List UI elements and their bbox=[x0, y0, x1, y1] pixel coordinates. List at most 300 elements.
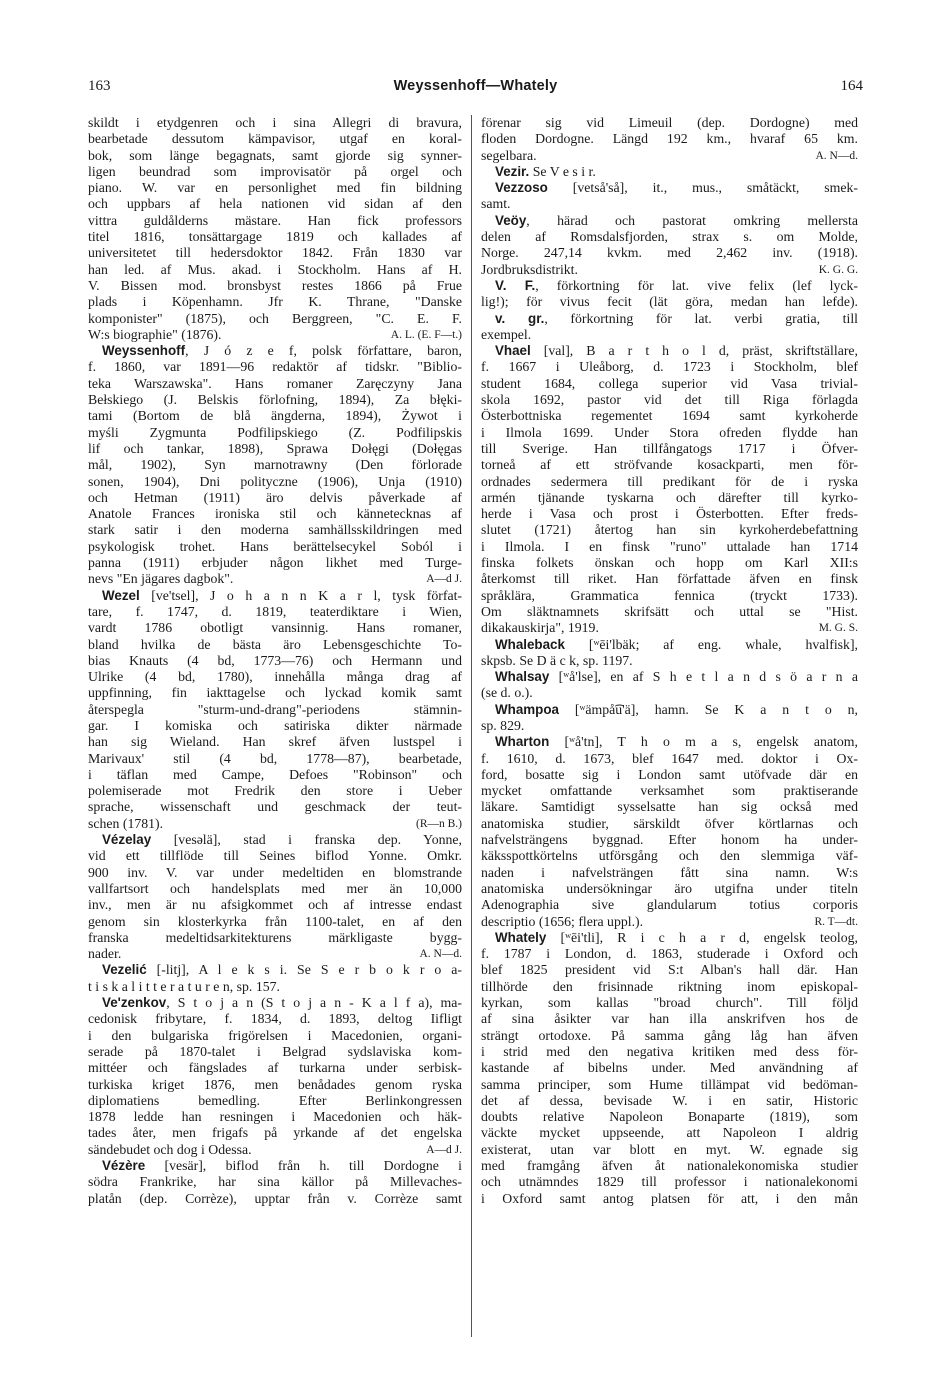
text-line bbox=[88, 702, 462, 718]
line-text: torneå af ett ströfvande kosackparti, men för- bbox=[481, 457, 858, 473]
line-text: han led. af Mus. akad. i Stockholm. Hans af H. bbox=[88, 261, 462, 277]
line-text: samt. bbox=[481, 196, 511, 212]
entry-headword: Veöy bbox=[495, 212, 527, 228]
line-text: och utnämndes 1829 till professor i nationalekonomi bbox=[481, 1174, 858, 1190]
line-text: [vesəlä], stad i franska dep. Yonne, bbox=[151, 832, 462, 848]
author-signature: K. G. G. bbox=[818, 263, 858, 276]
line-text: i strid med den negativa kritiken med dess för- bbox=[481, 1043, 858, 1059]
entry-headword-line bbox=[481, 164, 858, 180]
line-text: , förkortning för lat. verbi gratia, till bbox=[544, 310, 858, 326]
text-line bbox=[88, 816, 462, 832]
line-text: , S t o j a n (S t o j a n - K a l f a), ma- bbox=[166, 995, 462, 1011]
line-text: i Ilmola. I en finsk "runo" uttalade han 1714 bbox=[481, 538, 858, 554]
line-text: till Sverige. Han tillfångatogs 1717 i Öfver- bbox=[481, 440, 858, 456]
text-line bbox=[88, 1109, 462, 1125]
author-signature: R. T—dt. bbox=[814, 915, 858, 928]
text-line bbox=[481, 245, 858, 261]
text-line bbox=[481, 262, 858, 278]
line-text: han sig Wieland. Han skref äfven lustspel i bbox=[88, 734, 462, 750]
text-line bbox=[481, 1109, 858, 1125]
line-text: i den bulgariska frigörelsen i Macedonien, organi- bbox=[88, 1027, 462, 1043]
text-line bbox=[481, 522, 858, 538]
text-line bbox=[481, 946, 858, 962]
line-text: Om släktnamnets skrifsätt och uttal se "Hist. bbox=[481, 603, 858, 619]
line-text: dikakauskirja", 1919. bbox=[481, 620, 599, 636]
text-line bbox=[88, 1011, 462, 1027]
line-text: i Ilmola 1699. Under Stora ofreden flydde han bbox=[481, 424, 858, 440]
line-text: Norge. 247,14 kvkm. med 2,462 inv. (1918). bbox=[481, 245, 858, 261]
line-text: [vetså'så], it., mus., småtäckt, smek- bbox=[547, 180, 858, 196]
line-text: nevs "En jägares dagbok". bbox=[88, 571, 234, 587]
entry-headword: Vézelay bbox=[102, 832, 152, 848]
line-text: vid ett tillflöde till Seines biflod Yonne. Omkr. bbox=[88, 848, 462, 864]
entry-headword: Whately bbox=[495, 929, 547, 945]
entry-headword: Whampoa bbox=[495, 701, 559, 717]
page-number-left: 163 bbox=[88, 78, 111, 94]
entry-headword-line bbox=[481, 180, 858, 196]
text-line bbox=[481, 441, 858, 457]
entry-headword-line bbox=[88, 1158, 462, 1174]
text-line bbox=[88, 376, 462, 392]
entry-headword: Ve'zenkov bbox=[102, 995, 167, 1011]
line-text: ordnades sedermera till predikant för de i ryska bbox=[481, 473, 858, 489]
text-line bbox=[88, 457, 462, 473]
entry-headword-line bbox=[481, 734, 858, 750]
line-text: universitetet till hedersdoktor 1842. Från 1830 var bbox=[88, 245, 462, 261]
page-header bbox=[88, 78, 863, 100]
text-line bbox=[481, 506, 858, 522]
text-line bbox=[88, 718, 462, 734]
line-text: lif och tankar, 1898), Sprawa Dołęgi (Dołęgas bbox=[88, 440, 462, 456]
text-line bbox=[88, 897, 462, 913]
text-line bbox=[481, 718, 858, 734]
line-text: det af dessa, bevisade W. i en satir, Historic bbox=[481, 1092, 858, 1108]
line-text: serade på 1870-talet i Belgrad sydslaviska kom- bbox=[88, 1043, 462, 1059]
line-text: polemiserade mot Fredrik den store i Ueber bbox=[88, 783, 462, 799]
entry-headword-line bbox=[481, 702, 858, 718]
line-text: vittra guldålderns mästare. Han fick professors bbox=[88, 212, 462, 228]
text-line bbox=[88, 278, 462, 294]
text-line bbox=[88, 1028, 462, 1044]
line-text: sprache, wissenschaft und geschmack der teut- bbox=[88, 799, 462, 815]
text-line bbox=[481, 1028, 858, 1044]
line-text: piano. W. var en personlighet med fin bildning bbox=[88, 180, 462, 196]
line-text: [ʷēi'lbäk; af eng. whale, hvalfisk], bbox=[564, 636, 858, 652]
text-line bbox=[88, 115, 462, 131]
line-text: student 1684, collega superior vid Vasa trivial- bbox=[481, 375, 858, 391]
line-text: Österbottniska regementet 1694 samt kyrkoherde bbox=[481, 408, 858, 424]
text-line bbox=[88, 506, 462, 522]
text-line bbox=[481, 1158, 858, 1174]
text-line bbox=[88, 1191, 462, 1207]
line-text: armén tjänande tyskarna och därefter till kyrko- bbox=[481, 489, 858, 505]
line-text: V. Bissen mod. bronsbyst restes 1866 på Frue bbox=[88, 277, 462, 293]
line-text: Ulrike (4 bd, 1780), innehålla många drag af bbox=[88, 669, 462, 685]
line-text: återspegla "sturm-und-drang"-periodens stämnin- bbox=[88, 701, 462, 717]
line-text: ford, bosatte sig i London samt utöfvade där en bbox=[481, 766, 858, 782]
text-line bbox=[88, 685, 462, 701]
line-text: existerat, utan var blott en myt. W. egnade sig bbox=[481, 1141, 858, 1157]
text-line bbox=[88, 425, 462, 441]
text-line bbox=[88, 522, 462, 538]
text-line bbox=[481, 962, 858, 978]
line-text: lig!); för vivus fecit (lät göra, medan han lefde). bbox=[481, 294, 858, 310]
line-text: tades åter, men frigafs på yrkande af det engelska bbox=[88, 1125, 462, 1141]
line-text: gar. I komiska och satiriska dikter närmade bbox=[88, 717, 462, 733]
line-text: f. 1667 i Uleåborg, d. 1723 i Stockholm, blef bbox=[481, 359, 858, 375]
text-line bbox=[481, 425, 858, 441]
text-line bbox=[481, 620, 858, 636]
line-text: [ʷēi'tli], R i c h a r d, engelsk teolog, bbox=[546, 929, 858, 945]
text-line bbox=[88, 441, 462, 457]
right-column bbox=[481, 115, 858, 1340]
line-text: komponister" (1875), och Berggreen, "C. E. F. bbox=[88, 310, 462, 326]
entry-headword-line bbox=[88, 995, 462, 1011]
entry-headword-line bbox=[88, 962, 462, 978]
line-text: herde i Vasa och prost i Österbotten. Efter freds- bbox=[481, 506, 858, 522]
entry-headword-line bbox=[481, 930, 858, 946]
text-line bbox=[88, 213, 462, 229]
line-text: samma principer, som Hume tillämpat vid bedöman- bbox=[481, 1076, 858, 1092]
line-text: Adenographia sive glandularum totius corporis bbox=[481, 897, 858, 913]
text-line bbox=[88, 180, 462, 196]
text-line bbox=[88, 359, 462, 375]
text-line bbox=[481, 1044, 858, 1060]
text-line bbox=[481, 767, 858, 783]
line-text: 900 inv. V. var under medeltiden en blomstrande bbox=[88, 864, 462, 880]
line-text: språklära, Grammatica fennica (tryckt 1733). bbox=[481, 587, 858, 603]
text-line bbox=[481, 490, 858, 506]
line-text: t i s k a l i t t e r a t u r e n, sp. 157. bbox=[88, 978, 280, 994]
line-text: Se V e s i r. bbox=[529, 163, 596, 179]
line-text: finska folkets önskan och hopp om Karl XII:s bbox=[481, 555, 858, 571]
text-line bbox=[481, 914, 858, 930]
text-line bbox=[88, 262, 462, 278]
line-text: bland hvilka de bästa äro Lebensgeschichte To- bbox=[88, 636, 462, 652]
entry-headword-line bbox=[481, 669, 858, 685]
entry-headword-line bbox=[481, 637, 858, 653]
line-text: tillhörde den frisinnade riktning inom episkopal- bbox=[481, 978, 858, 994]
line-text: skola 1692, pastor vid det till Riga förlagda bbox=[481, 392, 858, 408]
line-text: sp. 829. bbox=[481, 717, 525, 733]
line-text: sonen, 1904), Dni polityczne (1906), Unja (1910) bbox=[88, 473, 462, 489]
author-signature: A—d J. bbox=[426, 573, 462, 586]
text-line bbox=[88, 571, 462, 587]
text-line bbox=[481, 408, 858, 424]
line-text: plads i Köpenhamn. Jfr K. Thrane, "Danske bbox=[88, 294, 462, 310]
text-line bbox=[481, 881, 858, 897]
text-line bbox=[88, 294, 462, 310]
text-line bbox=[88, 1077, 462, 1093]
text-line bbox=[88, 620, 462, 636]
text-line bbox=[88, 1142, 462, 1158]
text-line bbox=[88, 604, 462, 620]
entry-headword: Vezir. bbox=[495, 163, 530, 179]
entry-headword: Whalsay bbox=[495, 669, 550, 685]
text-line bbox=[88, 653, 462, 669]
line-text: f. 1860, var 1891—96 redaktör af tidskr. "Biblio- bbox=[88, 359, 462, 375]
entry-headword: Weyssenhoff bbox=[102, 343, 186, 359]
line-text: anatomiska undersökningar äro utgifna under titeln bbox=[481, 880, 858, 896]
line-text: ligen beundrad som improvisatör på orgel och bbox=[88, 163, 462, 179]
line-text: södra Frankrike, har sina källor på Millevaches- bbox=[88, 1174, 462, 1190]
author-signature: A. L. (E. F—t.) bbox=[390, 328, 462, 341]
text-line bbox=[481, 1060, 858, 1076]
text-line bbox=[481, 294, 858, 310]
text-line bbox=[88, 1174, 462, 1190]
entry-headword: Vhael bbox=[495, 343, 531, 359]
line-text: , förkortning för lat. vive felix (lef lyck- bbox=[535, 277, 858, 293]
line-text: segelbara. bbox=[481, 147, 537, 163]
text-line bbox=[88, 865, 462, 881]
line-text: naden i nafvelsträngen fått sina namn. W:s bbox=[481, 864, 858, 880]
line-text: återkomst till riket. Han författade äfven en finsk bbox=[481, 571, 858, 587]
text-line bbox=[88, 327, 462, 343]
text-line bbox=[481, 555, 858, 571]
line-text: 1878 ledde han resningen i Macedonien och häk- bbox=[88, 1109, 462, 1125]
text-line bbox=[481, 588, 858, 604]
text-line bbox=[88, 848, 462, 864]
text-line bbox=[88, 1093, 462, 1109]
entry-headword: Vezzoso bbox=[495, 180, 548, 196]
line-text: vallfartsort och handelsplats med mer än 10,000 bbox=[88, 880, 462, 896]
text-line bbox=[481, 359, 858, 375]
line-text: inv., men är nu afsigkommet och af intresse endast bbox=[88, 897, 462, 913]
text-line bbox=[481, 196, 858, 212]
entry-headword-line bbox=[88, 832, 462, 848]
line-text: väckte mycket uppseende, att Napoleon I aldrig bbox=[481, 1125, 858, 1141]
line-text: teka Warszawska". Hans romaner Zaręczyny Jana bbox=[88, 375, 462, 391]
text-line bbox=[481, 457, 858, 473]
text-line bbox=[481, 604, 858, 620]
line-text: i täflan med Campe, Defoes "Robinson" och bbox=[88, 766, 462, 782]
text-line bbox=[481, 131, 858, 147]
line-text: doubts relative Napoleon Bonaparte (1819), som bbox=[481, 1109, 858, 1125]
line-text: i Oxford samt antog platsen för att, i den mån bbox=[481, 1190, 858, 1206]
line-text: tami (Bortom de blå ängderna, 1894), Żywot i bbox=[88, 408, 462, 424]
text-line bbox=[481, 571, 858, 587]
text-line bbox=[481, 816, 858, 832]
text-line bbox=[88, 392, 462, 408]
text-line bbox=[88, 734, 462, 750]
text-line bbox=[481, 832, 858, 848]
text-line bbox=[88, 1060, 462, 1076]
text-line bbox=[481, 392, 858, 408]
text-line bbox=[481, 229, 858, 245]
author-signature: A. N—d. bbox=[815, 149, 858, 162]
text-line bbox=[88, 311, 462, 327]
line-text: [ʷå'lse], en af S h e t l a n d s ö a r n a bbox=[549, 669, 858, 685]
text-line bbox=[88, 539, 462, 555]
text-line bbox=[88, 148, 462, 164]
line-text: delen af Romsdalsfjorden, strax s. om Molde, bbox=[481, 229, 858, 245]
line-text: myśli Zygmunta Podfilipskiego (Z. Podfilipskis bbox=[88, 424, 462, 440]
line-text: af sina åsikter var han illa anskrifven hos de bbox=[481, 1011, 858, 1027]
text-line bbox=[88, 245, 462, 261]
line-text: nader. bbox=[88, 946, 122, 962]
text-line bbox=[481, 897, 858, 913]
line-text: kastande af bibelns under. Med användning af bbox=[481, 1060, 858, 1076]
text-line bbox=[481, 115, 858, 131]
text-line bbox=[88, 408, 462, 424]
text-line bbox=[88, 1044, 462, 1060]
text-line bbox=[481, 539, 858, 555]
entry-headword: V. F. bbox=[495, 277, 536, 293]
entry-headword-line bbox=[88, 588, 462, 604]
text-line bbox=[88, 1125, 462, 1141]
running-title: Weyssenhoff—Whately bbox=[393, 78, 558, 94]
line-text: Jordbruksdistrikt. bbox=[481, 261, 578, 277]
line-text: f. 1610, d. 1673, blef 1647 med. doktor i Ox- bbox=[481, 750, 858, 766]
page-number-right: 164 bbox=[840, 78, 863, 94]
text-line bbox=[88, 474, 462, 490]
line-text: descriptio (1656; flera uppl.). bbox=[481, 913, 644, 929]
line-text: panna (1911) erbjuder någon likhet med Turge- bbox=[88, 555, 462, 571]
text-line bbox=[88, 196, 462, 212]
text-line bbox=[481, 327, 858, 343]
line-text: franska medeltidsarkitekturens märkligaste bygg- bbox=[88, 929, 462, 945]
entry-headword-line bbox=[88, 343, 462, 359]
entry-headword: Vezelić bbox=[102, 962, 147, 978]
line-text: [-litj], A l e k s i. Se S e r b o k r o a- bbox=[146, 962, 462, 978]
text-line bbox=[481, 865, 858, 881]
line-text: och Hetman (1911) äro delvis påverkade af bbox=[88, 489, 462, 505]
text-line bbox=[481, 1191, 858, 1207]
line-text: nafvelsträngens byggnad. Efter honom ha under- bbox=[481, 832, 858, 848]
author-signature: A—d J. bbox=[426, 1143, 462, 1156]
text-line bbox=[481, 1093, 858, 1109]
line-text: genom sin klosterkyrka från 1100-talet, en af den bbox=[88, 913, 462, 929]
line-text: [ve'tsel], J o h a n n K a r l, tysk förfat- bbox=[139, 587, 462, 603]
text-line bbox=[88, 555, 462, 571]
line-text: W:s biographie" (1876). bbox=[88, 326, 222, 342]
line-text: [ʷämpå͡u'ä], hamn. Se K a n t o n, bbox=[558, 701, 858, 717]
line-text: bok, som länge begagnats, samt gjorde sig synner- bbox=[88, 147, 462, 163]
text-line bbox=[481, 1011, 858, 1027]
line-text: [val], B a r t h o l d, präst, skriftställare, bbox=[530, 343, 858, 359]
line-text: Bełskiego (J. Belskis förlofning, 1894), Za błęki- bbox=[88, 392, 462, 408]
line-text: mål, 1902), Syn marnotrawny (Den förlorade bbox=[88, 457, 462, 473]
line-text: kyrkan, som kallas "broad church". Till följd bbox=[481, 995, 858, 1011]
line-text: och uppbars af hela nationen vid sidan af den bbox=[88, 196, 462, 212]
text-line bbox=[481, 1174, 858, 1190]
entry-headword: v. gr. bbox=[495, 310, 545, 326]
entry-headword-line bbox=[481, 343, 858, 359]
text-line bbox=[88, 767, 462, 783]
left-column bbox=[88, 115, 462, 1340]
line-text: [ʷå'tn], T h o m a s, engelsk anatom, bbox=[549, 734, 858, 750]
line-text: stark satir i den moderna samhällsskildringen med bbox=[88, 522, 462, 538]
text-line bbox=[88, 490, 462, 506]
text-line bbox=[481, 799, 858, 815]
line-text: platån (dep. Corrèze), upptar från v. Corrèze samt bbox=[88, 1190, 462, 1206]
line-text: [vesär], biflod från h. till Dordogne i bbox=[145, 1158, 462, 1173]
text-line bbox=[481, 148, 858, 164]
line-text: (se d. o.). bbox=[481, 685, 533, 701]
text-line bbox=[88, 979, 462, 995]
line-text: f. 1787 i London, d. 1863, studerade i Oxford och bbox=[481, 946, 858, 962]
line-text: titel 1816, tonsättargage 1819 och kallades af bbox=[88, 229, 462, 245]
entry-headword-line bbox=[481, 278, 858, 294]
text-line bbox=[88, 131, 462, 147]
line-text: schen (1781). bbox=[88, 815, 164, 831]
text-line bbox=[88, 783, 462, 799]
text-line bbox=[88, 799, 462, 815]
text-line bbox=[481, 685, 858, 701]
text-line bbox=[481, 783, 858, 799]
entry-headword: Vézère bbox=[102, 1158, 146, 1173]
line-text: uppfinning, fin iakttagelse och lyckad komik samt bbox=[88, 685, 462, 701]
column-divider bbox=[471, 115, 472, 1337]
line-text: läkare. Samtidigt sysselsatte han sig också med bbox=[481, 799, 858, 815]
line-text: sändebudet och dog i Odessa. bbox=[88, 1141, 252, 1157]
line-text: , J ó z e f, polsk författare, baron, bbox=[185, 343, 462, 359]
line-text: exempel. bbox=[481, 326, 532, 342]
line-text: psykologisk trohet. Hans berättelsecykel Soból i bbox=[88, 538, 462, 554]
text-line bbox=[88, 914, 462, 930]
text-line bbox=[481, 474, 858, 490]
line-text: förenar sig vid Limeuil (dep. Dordogne) med bbox=[481, 115, 858, 130]
line-text: slutet (1721) återtog han sin kyrkoherdebefattning bbox=[481, 522, 858, 538]
text-line bbox=[88, 229, 462, 245]
text-line bbox=[481, 979, 858, 995]
entry-headword: Whaleback bbox=[495, 636, 565, 652]
line-text: bias Knauts (4 bd, 1773—76) och Hermann und bbox=[88, 652, 462, 668]
text-line bbox=[88, 669, 462, 685]
entry-headword: Wharton bbox=[495, 734, 550, 750]
line-text: käksspottkörtelns utförsgång och den slemmiga väf- bbox=[481, 848, 858, 864]
author-signature: A. N—d. bbox=[419, 948, 462, 961]
line-text: turkiska kriget 1876, men benådades genom ryska bbox=[88, 1076, 462, 1092]
text-line bbox=[481, 848, 858, 864]
text-line bbox=[481, 1142, 858, 1158]
line-text: vardt 1786 obotligt vansinnig. Hans romaner, bbox=[88, 620, 462, 636]
line-text: skildt i etydgenren och i sina Allegri di bravura, bbox=[88, 115, 462, 130]
text-line bbox=[88, 164, 462, 180]
line-text: tare, f. 1747, d. 1819, teaterdiktare i Wien, bbox=[88, 603, 462, 619]
line-text: mittéer och fängslades af turkarna under serbisk- bbox=[88, 1060, 462, 1076]
line-text: anatomiska studier, särskildt öfver körtlarnas och bbox=[481, 815, 858, 831]
line-text: floden Dordogne. Längd 192 km., hvaraf 65 km. bbox=[481, 131, 858, 147]
author-signature: (R—n B.) bbox=[416, 817, 462, 830]
text-line bbox=[88, 751, 462, 767]
line-text: strängt ortodoxe. På samma gång låg han äfven bbox=[481, 1027, 858, 1043]
text-line bbox=[88, 946, 462, 962]
text-line bbox=[481, 1077, 858, 1093]
text-line bbox=[481, 376, 858, 392]
text-line bbox=[88, 930, 462, 946]
entry-headword-line bbox=[481, 311, 858, 327]
line-text: , härad och pastorat omkring mellersta bbox=[526, 212, 858, 228]
line-text: mycket omfattande verksamhet som praktiserande bbox=[481, 783, 858, 799]
line-text: Anatole Frances ironiska stil och kännetecknas af bbox=[88, 506, 462, 522]
text-line bbox=[481, 1125, 858, 1141]
entry-headword-line bbox=[481, 213, 858, 229]
text-line bbox=[481, 995, 858, 1011]
text-line bbox=[481, 653, 858, 669]
line-text: diplomatiens bemedling. Efter Berlinkongressen bbox=[88, 1092, 462, 1108]
entry-headword: Wezel bbox=[102, 587, 140, 603]
text-line bbox=[88, 637, 462, 653]
text-line bbox=[481, 751, 858, 767]
line-text: med framgång äfven åt nationalekonomiska studier bbox=[481, 1158, 858, 1173]
line-text: Marivaux' stil (4 bd, 1778—87), bearbetade, bbox=[88, 750, 462, 766]
text-line bbox=[88, 881, 462, 897]
line-text: bearbetade dessutom kämpavisor, utgaf en koral- bbox=[88, 131, 462, 147]
line-text: cedonisk fribytare, f. 1834, d. 1893, deltog Iifligt bbox=[88, 1011, 462, 1027]
line-text: skpsb. Se D ä c k, sp. 1197. bbox=[481, 652, 633, 668]
author-signature: M. G. S. bbox=[818, 622, 858, 635]
